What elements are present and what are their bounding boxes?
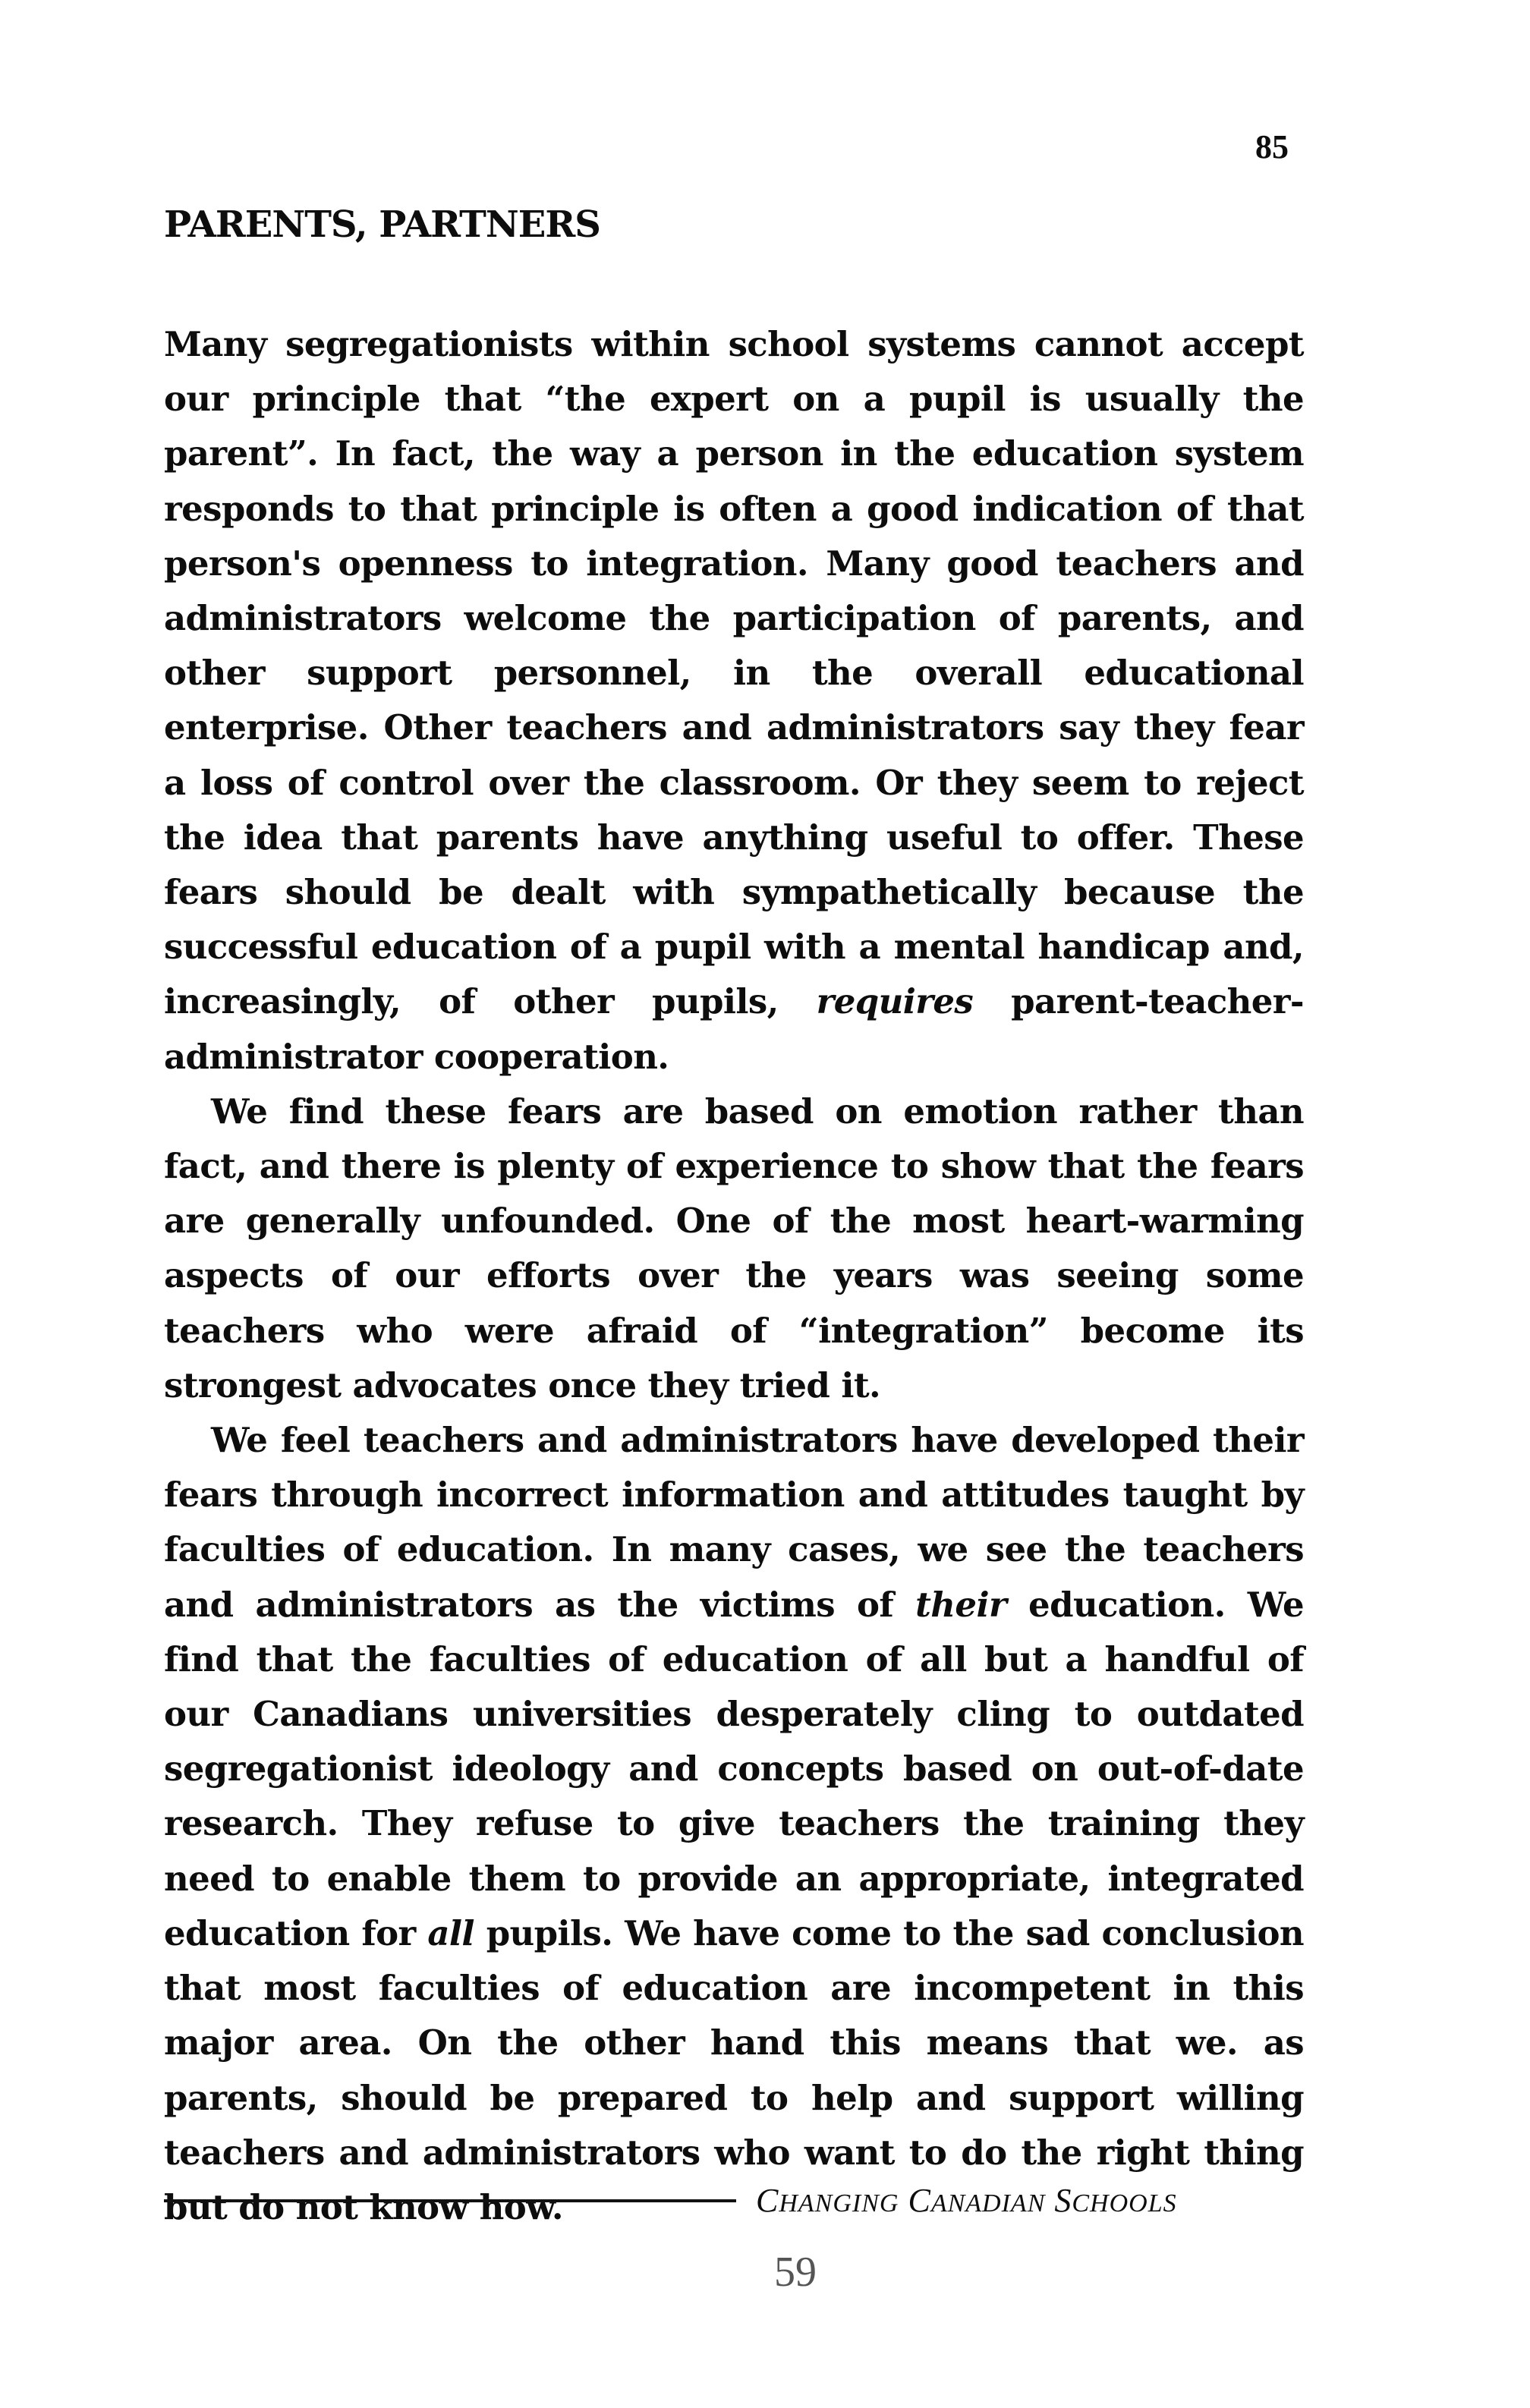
paragraph-3-run-5: pupils. We have come to the sad conclusion that most faculties of education are incompetent in this major area. On the other hand this means that we. as parents, should be prepared to help and support willing teachers and administrators who want to do the right thing but do not know how. <box>164 1912 1305 2227</box>
paragraph-1 <box>164 317 1304 1084</box>
paragraph-3-run-3: education. We find that the faculties of education of all but a handful of our Canadians universities desperately cling to outdated segregationist ideology and concepts based on out-of-date research. They refuse to give teachers the training they need to enable them to provide an appropriate, integrated education for <box>164 1584 1304 1953</box>
emphasis-requires: requires <box>816 981 974 1022</box>
paragraph-3-run-1: We feel teachers and administrators have developed their fears through incorrect information and attitudes taught by faculties of education. In many cases, we see the teachers and administrators as the victims of <box>164 1420 1304 1625</box>
paragraph-2-run-1: We find these fears are based on emotion rather than fact, and there is plenty of experience to show that the fears are generally unfounded. One of the most heart-warming aspects of our efforts over the years was seeing some teachers who were afraid of “integration” become its strongest advocates once they tried it. <box>164 1091 1304 1405</box>
footer-title-word-1 <box>756 2182 899 2219</box>
footer-title-word-1-rest: HANGING <box>779 2189 899 2218</box>
footer-title-word-2 <box>908 2182 1045 2219</box>
footer-title-word-1-cap: C <box>756 2182 779 2219</box>
footer-title-word-2-rest: ANADIAN <box>930 2189 1046 2218</box>
footer-book-title <box>756 2181 1177 2220</box>
paragraph-2 <box>164 1084 1304 1413</box>
footer-rule <box>164 2199 736 2202</box>
emphasis-their: their <box>915 1584 1007 1625</box>
body-text <box>164 317 1304 2235</box>
page-number: 85 <box>1255 128 1289 165</box>
paragraph-1-run-3: parent-teacher-administrator cooperation. <box>164 981 1304 1077</box>
paragraph-3 <box>164 1413 1304 2235</box>
section-heading: PARENTS, PARTNERS <box>164 203 600 246</box>
footer-title-word-3-rest: CHOOLS <box>1072 2189 1177 2218</box>
footer-mark: 59 <box>774 2249 817 2296</box>
paragraph-1-run-1: Many segregationists within school systems cannot accept our principle that “the expert on a pupil is usually the parent”. In fact, the way a person in the education system responds to that principle is often a good indication of that person's openness to integration. Many good teachers and administrators welcome the participation of parents, and other support personnel, in the overall educational enterprise. Other teachers and administrators say they fear a loss of control over the classroom. Or they seem to reject the idea that parents have anything useful to offer. These fears should be dealt with sympathetically because the successful education of a pupil with a mental handicap and, increasingly, of other pupils, <box>164 324 1304 1022</box>
emphasis-all: all <box>427 1912 474 1953</box>
footer-title-word-3-cap: S <box>1054 2182 1072 2219</box>
footer-title-word-3 <box>1054 2182 1176 2219</box>
footer-title-word-2-cap: C <box>908 2182 931 2219</box>
